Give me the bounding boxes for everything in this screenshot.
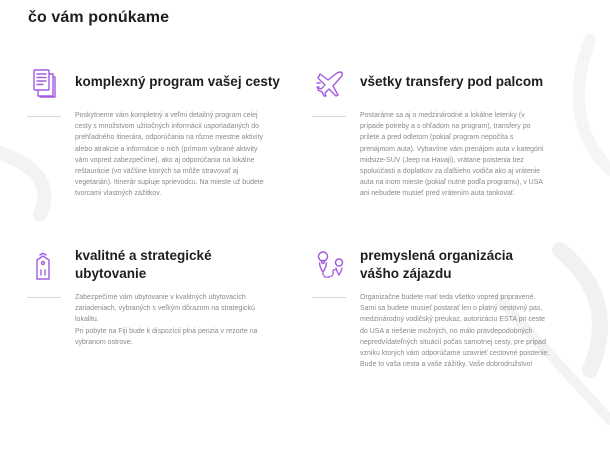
divider: [27, 116, 61, 117]
feature-transfers: [316, 68, 566, 238]
divider: [312, 116, 346, 117]
feature-description: [75, 292, 265, 348]
feature-paragraph: Zabezpečíme vám ubytovanie v kvalitných ubytovacích zariadeniach, vybraných s veľkým dôrazom na strategickú lokalitu.: [75, 294, 255, 324]
feature-title: premyslená organizácia vášho zájazdu: [360, 248, 514, 281]
document-icon: [31, 68, 61, 98]
hotel-tag-icon: [31, 251, 61, 281]
feature-paragraph: Pri pobyte na Fiji bude k dispozícii plná penzia v rezorte na vybranom ostrove.: [75, 327, 258, 346]
divider: [27, 297, 61, 298]
airplane-icon: [316, 68, 346, 98]
feature-title: všetky transfery pod palcom: [360, 74, 544, 89]
section-heading: čo vám ponúkame: [28, 9, 170, 26]
feature-accommodation: [31, 247, 281, 367]
feature-title: komplexný program vašej cesty: [75, 74, 280, 89]
feature-description: Organizačne budete mať teda všetko vopred pripravené. Sami sa budete musieť postarať len o platný cestovný pas, medzinárodný vodičský preukaz, autorizáciu ESTA pri ceste do USA a riešenie možných, no málo pravdepodobných nepredvídateľných situácií počas samotnej cesty, pre prípad vzniku ktorých vám odporúčame uzavrieť cestovné poistenie. Bude to vaša cesta a vaše zážitky. Vaše dobrodružstvo!: [360, 294, 550, 369]
feature-description: Poskytneme vám kompletný a veľmi detailný program celej cesty s množstvom užitočných informácií usporiadaných do prehľadného itinerára, odporúčania na rôzne miestne aktivity alebo atrakcie a informácie o nich (prímom vybrané aktivity vám vopred zabezpečíme), ako aj odporúčania na lokálne reštaurácie (vo väčšine ktorých sa môže stravovať aj vegetarián). Itinerár supluje sprievodcu. Na mieste už budete tvorcami vlastných zážitkov.: [75, 112, 264, 198]
feature-description: Postaráme sa aj o medzinárodné a lokálne letenky (v prípade potreby a s ohľadom na program), transfery po prílete a pred odletom (pokiaľ program nepočíta s prenájmom auta). Vybavíme vám prenájom auta v kategórii midsize-SUV (Jeep na Havaji), vrátane poistenia bez spoluúčasti a doplatkov za ďalšieho vodiča ako aj vrátenie auta na inom mieste (pokiaľ nutné podľa programu), v USA ani nebudete musieť pred vrátením auta tankovať.: [360, 112, 544, 198]
feature-program: [31, 68, 281, 238]
feature-organization: [316, 247, 586, 417]
divider: [312, 297, 346, 298]
feature-title: kvalitné a strategické ubytovanie: [75, 248, 212, 281]
route-map-icon: [316, 251, 346, 281]
